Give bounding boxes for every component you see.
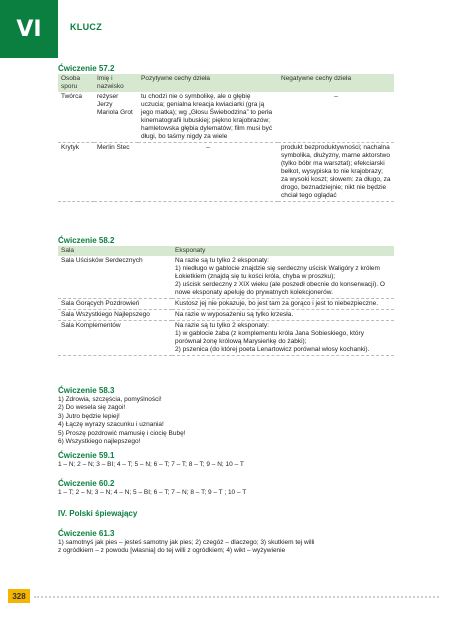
section-badge: VI (0, 0, 58, 58)
table-cell: Sala Komplementów (58, 321, 172, 356)
page-header (0, 0, 453, 58)
exercise-61-3-answers (58, 539, 315, 556)
exercise-58-2-title: Ćwiczenie 58.2 (58, 236, 115, 245)
cell-line: 2) uścisk serdeczny z XIX wieku (ale poszedł obecnie do konserwacji). O nowe eksponaty apeluję do prywatnych kolekcjonerów. (175, 281, 385, 296)
table-header-row (58, 246, 394, 256)
answer-line: 1) samotnyś jak pies – jesteś samotny jak pies; 2) czegóż – dlaczego; 3) skutkiem tej willi (58, 539, 315, 546)
col-header-pozytywne: Pozytywne cechy dzieła (138, 74, 278, 92)
table-row (58, 143, 394, 202)
table-cell: Twórca (58, 92, 94, 143)
table-row (58, 256, 394, 299)
exercise-58-3-answers (58, 396, 186, 446)
header-title: KLUCZ (70, 22, 102, 32)
col-header-negatywne: Negatywne cechy dzieła (278, 74, 394, 92)
exercise-57-2-title: Ćwiczenie 57.2 (58, 64, 115, 73)
table-cell: Sala Wszystkiego Najlepszego (58, 310, 172, 321)
table-cell: – (278, 92, 394, 143)
exercise-60-2-title: Ćwiczenie 60.2 (58, 479, 115, 488)
exercise-59-1-title: Ćwiczenie 59.1 (58, 451, 115, 460)
table-cell: Merlin Stec (94, 143, 138, 202)
table-cell (172, 299, 394, 310)
footer-divider (34, 596, 439, 598)
table-cell (172, 321, 394, 356)
table-cell: produkt bezproduktywności; nachalna symbolika, dłużyzny, marne aktorstwo (tylko bóbr ma warsztat); efekciarski bełkot, wysypiska to nie krajobrazy; za wysoki koszt; słowem: za długo, za drogo, beznadziejnie; nikt nie będzie chciał tego oglądać (278, 143, 394, 202)
exercise-58-3-title: Ćwiczenie 58.3 (58, 386, 115, 395)
table-row (58, 321, 394, 356)
cell-line: Na razie w wyposażeniu są tylko krzesła. (175, 311, 294, 318)
exercise-61-3-title: Ćwiczenie 61.3 (58, 529, 115, 538)
cell-line: Na razie są tu tylko 2 eksponaty: (175, 322, 269, 329)
table-cell: – (138, 143, 278, 202)
col-header-eksponaty: Eksponaty (172, 246, 394, 256)
col-header-sala: Sala (58, 246, 172, 256)
table-cell: Krytyk (58, 143, 94, 202)
exercise-60-2-answers: 1 – T; 2 – N; 3 – N; 4 – N; 5 – BI; 6 – T; 7 – N; 8 – T; 9 – T ; 10 – T (58, 489, 247, 496)
exercise-57-2-table (58, 74, 394, 202)
exercise-58-2-table (58, 246, 394, 356)
exercise-59-1-answers: 1 – N; 2 – N; 3 – BI; 4 – T; 5 – N; 6 – T; 7 – T; 8 – T; 9 – N; 10 – T (58, 461, 244, 468)
answer-line: z ogródkiem – z powodu [własnia] do tej willi z ogródkiem; 4) wikt – wyżywienie (58, 547, 286, 555)
col-header-imie: Imię i nazwisko (94, 74, 138, 92)
table-header-row (58, 74, 394, 92)
table-cell: reżyser Jerzy Mariola Grot (94, 92, 138, 143)
cell-line: 1) niedługo w gablocie znajdzie się serdeczny uścisk Waligóry z królem Łokietkiem (znajdą się tu kości króla, chyba w proszku); (175, 265, 380, 280)
cell-line: Kustosz jej nie pokazuje, bo jest tam za gorąco i jest to niebezpieczne. (175, 300, 379, 307)
answer-line: 6) Wszystkiego najlepszego! (58, 438, 141, 446)
table-cell: tu chodzi nie o symbolikę, ale o głębię uczucia; genialna kreacja kwiaciarki (gra ją jego matka); wg „Głosu Świebodzina” to perła kinematografii lubuskiej; piękno krajobrazów; hamletowska głębia dylematów; film musi być długi, bo taśmy nigdy za wiele (138, 92, 278, 143)
cell-line: Na razie są tu tylko 2 eksponaty: (175, 257, 269, 264)
table-cell (172, 256, 394, 299)
answer-line: 5) Proszę pozdrowić mamusię i ciocię Bubę! (58, 429, 186, 437)
cell-line: 2) pszenica (do której poeta Lenartowicz porównał włosy kochanki). (175, 346, 370, 353)
answer-line: 1) Zdrowia, szczęścia, pomyślności! (58, 396, 162, 403)
table-row (58, 92, 394, 143)
answer-line: 3) Jutro będzie lepiej! (58, 412, 120, 420)
table-cell: Sala Uścisków Serdecznych (58, 256, 172, 299)
table-cell (172, 310, 394, 321)
table-row (58, 310, 394, 321)
table-row (58, 299, 394, 310)
table-cell: Sala Gorących Pozdrowień (58, 299, 172, 310)
section-iv-title: IV. Polski śpiewający (58, 509, 138, 518)
col-header-osoba: Osoba sporu (58, 74, 94, 92)
answer-line: 4) Łączę wyrazy szacunku i uznania! (58, 421, 164, 429)
cell-line: 1) w gablocie żaba (z komplementu króla Jana Sobieskiego, który porównał żonę królową Marysieńkę do żabki); (175, 330, 364, 345)
page-number: 328 (8, 589, 30, 603)
answer-line: 2) Do wesela się zagoi! (58, 404, 126, 412)
